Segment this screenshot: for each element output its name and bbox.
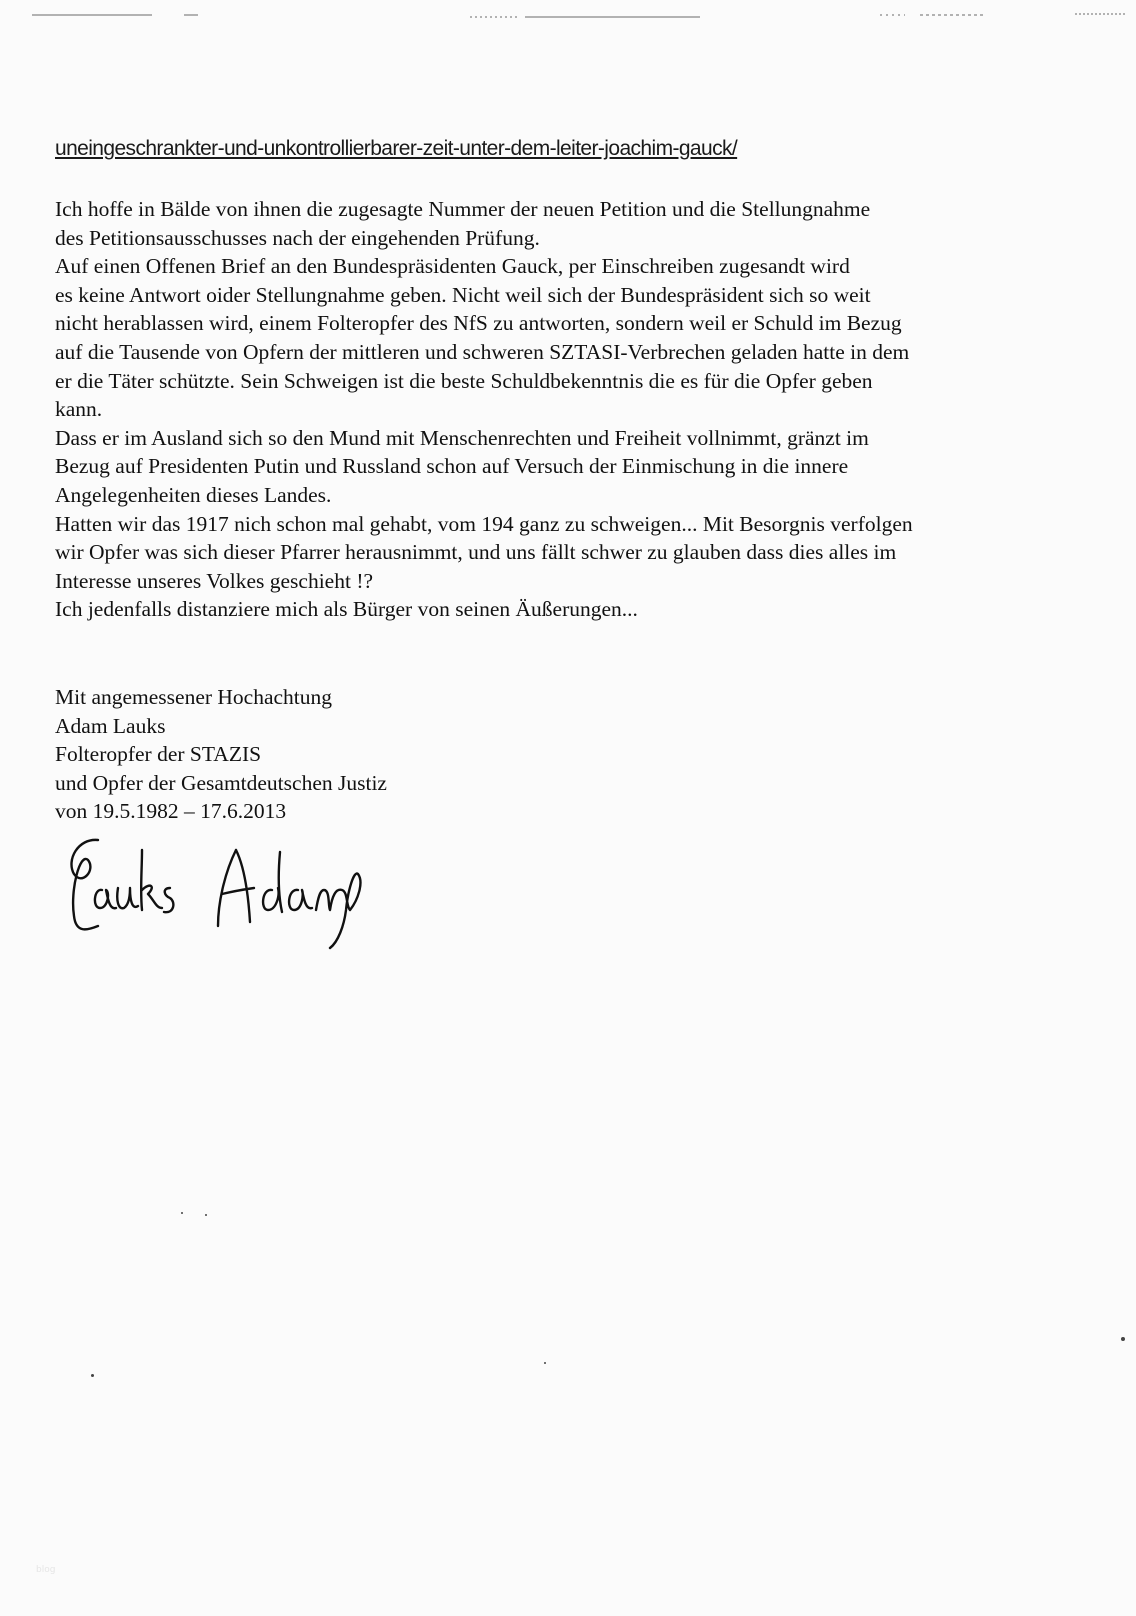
letter-body [55, 195, 1115, 624]
watermark: blog [36, 1565, 56, 1575]
body-line: auf die Tausende von Opfern der mittleren und schweren SZTASI-Verbrechen geladen hatte in dem [55, 339, 910, 364]
body-line: kann. [55, 397, 103, 422]
scan-speck [91, 1374, 94, 1377]
scan-artifacts-top [0, 0, 1136, 40]
body-line: wir Opfer was sich dieser Pfarrer herausnimmt, und uns fällt schwer zu glauben dass dies alles im [55, 540, 897, 565]
body-line: Angelegenheiten dieses Landes. [55, 482, 332, 507]
body-line: nicht herablassen wird, einem Folteropfer des NfS zu antworten, sondern weil er Schuld im Bezug [55, 311, 902, 336]
body-line: des Petitionsausschusses nach der eingehenden Prüfung. [55, 225, 540, 250]
handwritten-signature [58, 830, 378, 960]
body-line: Dass er im Ausland sich so den Mund mit Menschenrechten und Freiheit vollnimmt, gränzt im [55, 425, 869, 450]
scan-speck [205, 1214, 207, 1216]
body-line: Ich jedenfalls distanziere mich als Bürger von seinen Äußerungen... [55, 597, 638, 622]
scan-speck [1121, 1337, 1125, 1341]
url-fragment-line: uneingeschrankter-und-unkontrollierbarer-zeit-unter-dem-leiter-joachim-gauck/ [55, 137, 738, 160]
sender-title: Folteropfer der STAZIS [55, 742, 262, 767]
scan-speck [544, 1362, 546, 1364]
body-line: Ich hoffe in Bälde von ihnen die zugesagte Nummer der neuen Petition und die Stellungnahme [55, 197, 871, 221]
scan-speck [181, 1212, 183, 1214]
body-line: er die Täter schützte. Sein Schweigen ist die beste Schuldbekenntnis die es für die Opfer geben [55, 368, 873, 393]
body-line: Interesse unseres Volkes geschieht !? [55, 568, 374, 593]
sender-title: und Opfer der Gesamtdeutschen Justiz [55, 770, 387, 795]
body-line: Auf einen Offenen Brief an den Bundespräsidenten Gauck, per Einschreiben zugesandt wird [55, 254, 850, 279]
sender-name: Adam Lauks [55, 713, 166, 738]
closing-salutation: Mit angemessener Hochachtung [55, 685, 333, 709]
body-line: Hatten wir das 1917 nich schon mal gehabt, vom 194 ganz zu schweigen... Mit Besorgnis verfolgen [55, 511, 913, 536]
letter-closing [55, 683, 755, 826]
body-line: es keine Antwort oider Stellungnahme geben. Nicht weil sich der Bundespräsident sich so weit [55, 282, 871, 307]
sender-dates: von 19.5.1982 – 17.6.2013 [55, 799, 287, 824]
body-line: Bezug auf Presidenten Putin und Russland schon auf Versuch der Einmischung in die innere [55, 454, 849, 479]
